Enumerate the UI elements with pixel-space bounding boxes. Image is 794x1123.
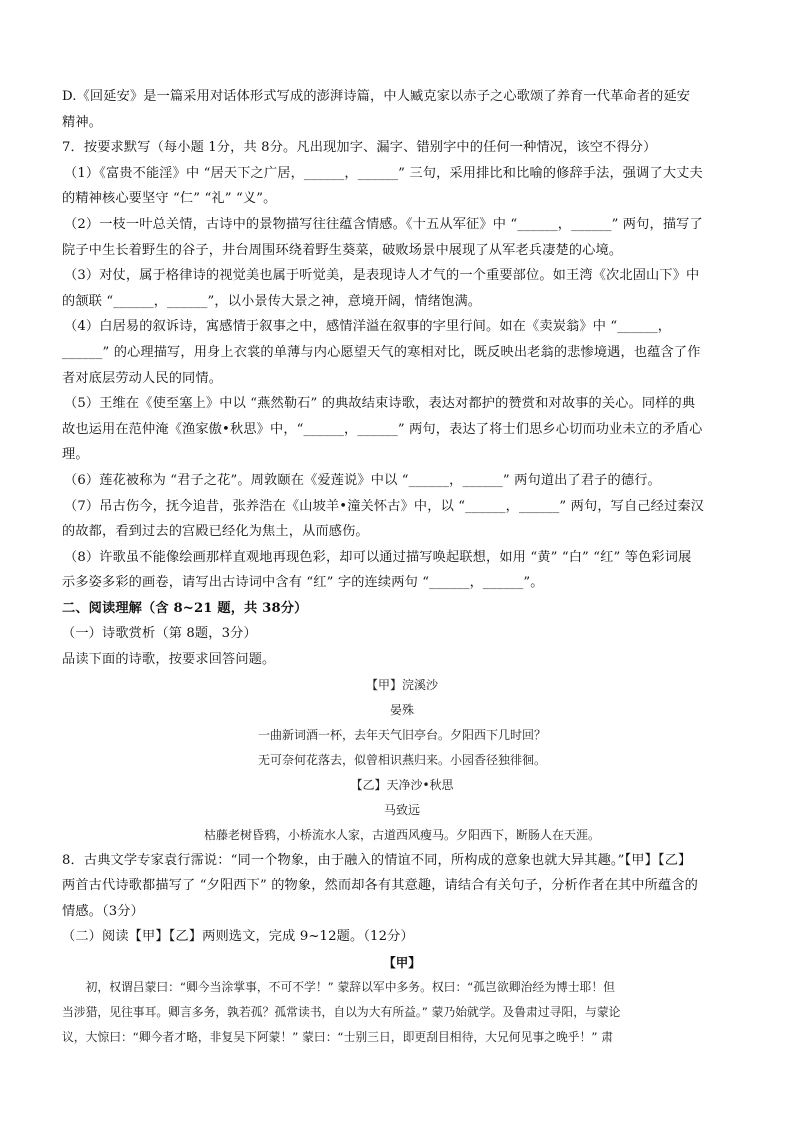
q7-item6: （6）莲花被称为 “君子之花”。周敦颐在《爱莲说》中以 “______，______” 两句道出了君子的德行。 <box>64 472 661 488</box>
question-7-heading: 7．按要求默写（每小题 1分，共 8分。凡出现加字、漏字、错别字中的任何一种情况，该空不得分） <box>62 140 657 156</box>
poem-b-line1: 枯藤老树昏鸦，小桥流水人家，古道西风瘦马。夕阳西下，断肠人在天涯。 <box>203 827 600 842</box>
reading-instruction: 品读下面的诗歌，按要求回答问题。 <box>62 652 276 668</box>
passage-a-line1: 初，权谓吕蒙曰：“卿今当涂掌事，不可不学！” 蒙辞以军中多务。权曰：“孤岂欲卿治经为博士耶！但 <box>85 980 615 995</box>
q7-item7-line1: （7）吊古伤今，抚今追昔，张养浩在《山坡羊•潼关怀古》中，以 “______，______” 两句，写自己经过秦汉 <box>64 498 705 514</box>
poem-b-title: 【乙】天净沙•秋思 <box>350 777 454 792</box>
q7-item2-line1: （2）一枝一叶总关情，古诗中的景物描写往往蕴含情感。《十五从军征》中 “______，______” 两句，描写了 <box>64 216 703 232</box>
q7-item5-line3: 理。 <box>62 447 89 463</box>
subsection-1-heading: （一）诗歌赏析（第 8题，3分） <box>62 626 257 642</box>
q7-item8-line1: （8）许歌虽不能像绘画那样直观地再现色彩，却可以通过描写唤起联想，如用 “黄” “白” “红” 等色彩词展 <box>64 549 692 565</box>
poem-a-author: 晏殊 <box>389 702 414 717</box>
q7-item3-line1: （3）对仗，属于格律诗的视觉美也属于听觉美，是表现诗人才气的一个重要部位。如王湾《次北固山下》中 <box>64 268 700 284</box>
q7-item7-line2: 的故都，看到过去的宫殿已经化为焦土，从而感伤。 <box>62 524 369 540</box>
question-8-line2: 两首古代诗歌都描写了 “夕阳西下” 的物象，然而却各有其意趣，请结合有关句子，分析作者在其中所蕴含的 <box>62 878 698 894</box>
question-8-line1: 8．古典文学专家袁行霈说：“同一个物象，由于融入的情谊不同，所构成的意象也就大异其趣。”【甲】【乙】 <box>62 852 692 868</box>
q7-item8-line2: 示多姿多彩的画卷，请写出古诗词中含有 “红” 字的连续两句 “______，______”。 <box>62 575 544 591</box>
q7-item3-line2: 的颔联 “______，______”，以小景传大景之神，意境开阔，情绪饱满。 <box>62 293 482 309</box>
poem-a-title: 【甲】浣溪沙 <box>365 677 438 692</box>
q7-item5-line2: 故也运用在范仲淹《渔家傲•秋思》中，“______，______” 两句，表达了将士们思乡心切而功业未立的矛盾心 <box>62 421 703 437</box>
poem-b-author: 马致远 <box>383 802 420 817</box>
q7-item4-line2: ______” 的心理描写，用身上衣裳的单薄与内心愿望天气的寒相对比，既反映出老翁的悲惨境遇，也蕴含了作 <box>62 344 701 360</box>
passage-a-heading: 【甲】 <box>383 955 421 971</box>
passage-a-line2: 当涉猎，见往事耳。卿言多务，孰若孤？孤常读书，自以为大有所益。” 蒙乃始就学。及鲁肃过寻阳，与蒙论 <box>62 1005 621 1020</box>
option-d-line2: 精神。 <box>62 114 103 130</box>
passage-a-line3: 议，大惊曰：“卿今者才略，非复吴下阿蒙！” 蒙曰：“士别三日，即更刮目相待，大兄何见事之晚乎！” 肃 <box>62 1030 614 1045</box>
option-d-line1: D.《回延安》是一篇采用对话体形式写成的澎湃诗篇，中人臧克家以赤子之心歌颂了养育一代革命者的延安 <box>62 89 691 104</box>
subsection-2-heading: （二）阅读【甲】【乙】两则选文，完成 9~12题。（12分） <box>62 929 414 945</box>
q7-item1-line1: （1）《富贵不能淫》中 “居天下之广居，______，______” 三句，采用排比和比喻的修辞手法，强调了大丈夫 <box>64 165 703 181</box>
poem-a-line1: 一曲新词酒一杯，去年天气旧亭台。夕阳西下几时回？ <box>257 727 546 742</box>
q7-item4-line3: 者对底层劳动人民的同情。 <box>62 370 223 386</box>
question-8-line3: 情感。（3分） <box>62 903 144 919</box>
q7-item4-line1: （4）白居易的叙诉诗，寓感情于叙事之中，感情洋溢在叙事的字里行间。如在《卖炭翁》中 “______， <box>64 319 672 335</box>
q7-item5-line1: （5）王维在《使至塞上》中以 “燕然勒石” 的典故结束诗歌，表达对都护的赞赏和对故事的关心。同样的典 <box>64 396 696 412</box>
document-page <box>62 84 742 1050</box>
section-2-heading: 二、阅读理解（含 8~21 题，共 38分） <box>62 600 308 616</box>
q7-item1-line2: 的精神核心要坚守 “仁” “礼” “义”。 <box>62 191 277 207</box>
poem-a-line2: 无可奈何花落去，似曾相识燕归来。小园香径独徘徊。 <box>257 752 546 767</box>
q7-item2-line2: 院子中生长着野生的谷子，井台周围环绕着野生葵菜，破败场景中展现了从军老兵凄楚的心境。 <box>62 242 623 258</box>
